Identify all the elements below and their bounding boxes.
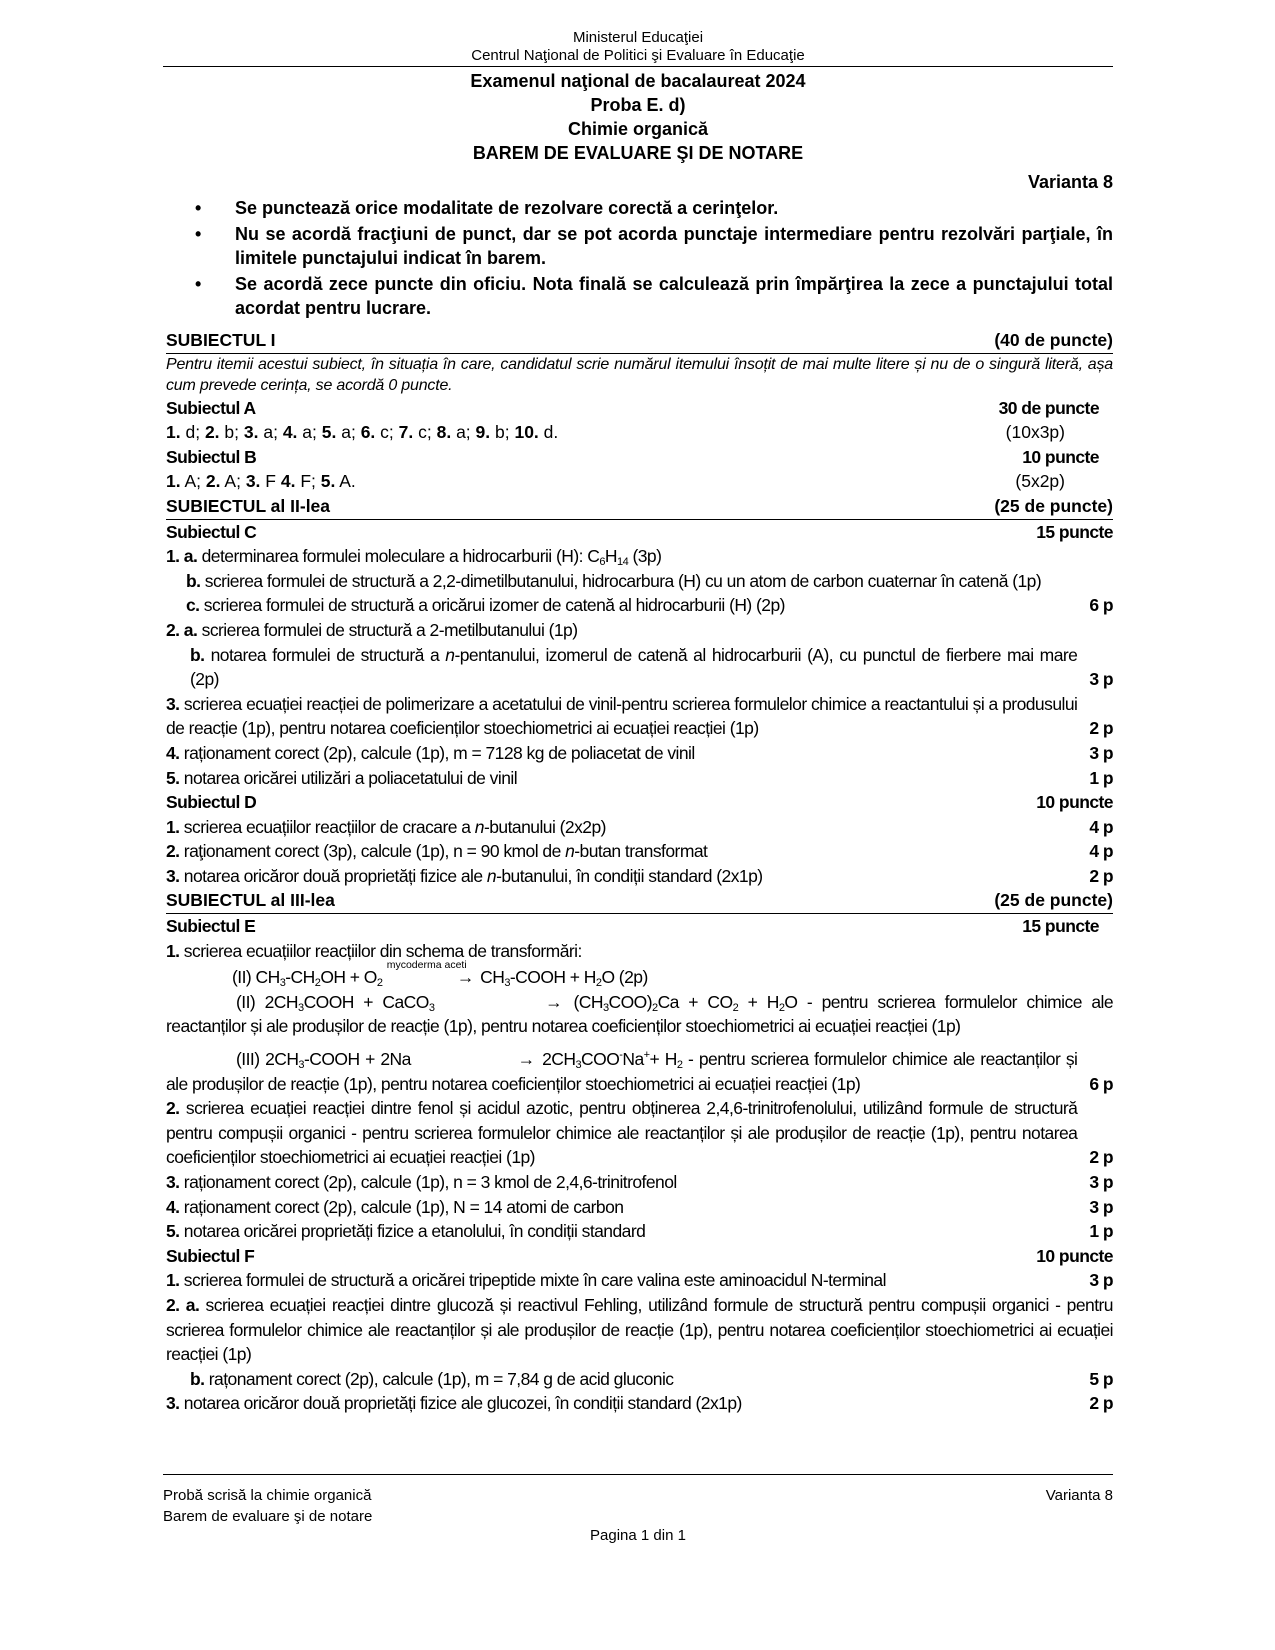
item-e5: 5. notarea oricărei proprietăți fizice a etanolului, în condiții standard 1 p [166,1219,1113,1244]
exam-test: Proba E. d) [590,95,686,115]
item-score: 5 p [1089,1368,1113,1389]
item-score: 3 p [1089,1172,1113,1192]
item-score: 2 p [1089,865,1113,886]
item-score: 6 p [1089,1073,1113,1094]
item-d3: 3. notarea oricăror două proprietăți fizice ale n-butanului, în condiții standard (2x1p) 2 p [166,864,1113,889]
item-c3: 3. scrierea ecuației reacției de polimerizare a acetatului de vinil-pentru scrierea formulelor chimice a reactantului și a produsului de reacție (1p), pentru notarea coeficienților stoechiometrici ai ecuației reacției (1p) 2 p [166,692,1113,741]
item-c5: 5. notarea oricărei utilizări a poliacetatului de vinil 1 p [166,766,1113,791]
item-score: 1 p [1089,767,1113,788]
header-rule [163,66,1113,67]
subpart-a-header [166,396,1113,421]
item-f3: 3. notarea oricăror două proprietăți fizice ale glucozei, în condiții standard (2x1p) 2 p [166,1391,1113,1416]
reaction-arrow: → [545,991,563,1012]
item-d1: 1. scrierea ecuațiilor reacțiilor de cracare a n-butanului (2x2p) 4 p [166,815,1113,840]
item-score: 3 p [1089,669,1113,690]
item-score: 2 p [1089,718,1113,739]
reaction-condition: mycoderma aceti [386,959,467,972]
subpart-b-answers [166,469,1113,494]
answer-list: 1. d; 2. b; 3. a; 4. a; 5. a; 6. c; 7. c; 8. a; 9. b; 10. d. [166,422,559,443]
answer-list: 1. A; 2. A; 3. F 4. F; 5. A. [166,471,356,492]
barem-title: BAREM DE EVALUARE ŞI DE NOTARE [472,143,804,163]
subpart-label: Subiectul A [166,397,256,418]
footer-variant: Varianta 8 [1045,1487,1113,1504]
item-c2a: 2. a. scrierea formulei de structură a 2-metilbutanului (1p) [166,619,578,640]
footer-barem-name: Barem de evaluare şi de notare [163,1508,373,1525]
item-score: 3 p [1089,1196,1113,1217]
subpart-a-answers [166,420,1113,445]
item-score: 4 p [1089,816,1113,837]
page-number: Pagina 1 din 1 [590,1527,686,1544]
exam-subject: Chimie organică [567,119,709,139]
subject-2-header [166,494,1113,520]
subpart-points: 10 puncte [1036,1245,1113,1266]
subject-points: (25 de puncte) [994,495,1113,516]
exam-title: Examenul naţional de bacalaureat 2024 [470,71,806,91]
answer-score: (5x2p) [1015,471,1065,492]
subject-1-note: Pentru itemii acestui subiect, în situația în care, candidatul scrie numărul itemului însoțit de mai multe litere și nu de o singură literă, așa cum prevede cerința, se acordă 0 puncte. [166,355,1113,394]
item-e1: 1. scrierea ecuațiilor reacțiilor din schema de transformări: [166,940,582,961]
rules-list [195,196,1113,322]
item-f2b: b. rațonament corect (2p), calcule (1p), m = 7,84 g de acid gluconic 5 p [166,1367,1113,1392]
subject-title: SUBIECTUL al II-lea [166,495,331,516]
subpart-points: 10 puncte [1036,792,1113,813]
subpart-b-header [166,445,1113,470]
subpart-points: 15 puncte [1036,521,1113,542]
subpart-c-header [166,520,1113,545]
item-score: 6 p [1089,595,1113,616]
item-score: 3 p [1089,742,1113,763]
reaction-1: (II) $CH_3-CH_2OH + O_2$ mycoderma aceti → $CH_3$-COOH + $H_2O$ (2p) [166,965,1113,990]
subpart-label: Subiectul B [166,446,257,467]
subject-title: SUBIECTUL al III-lea [166,890,335,911]
answer-score: (10x3p) [1005,422,1065,443]
item-e3: 3. raționament corect (2p), calcule (1p), n = 3 kmol de 2,4,6-trinitrofenol 3 p [166,1170,1113,1195]
item-c1a: 1. a. determinarea formulei moleculare a hidrocarburii (H): $C_6H_{14}$ (3p) [166,546,662,569]
header-ministry: Ministerul Educaţiei [572,29,704,46]
variant-label: Varianta 8 [1027,172,1113,192]
item-f2a: 2. a. scrierea ecuației reacției dintre glucoză și reactivul Fehling, utilizând formule de structură pentru compușii organici - pentru scrierea formulelor chimice ale reactanților și ale produșilor de reacție (1p), pentru notarea coeficienților stoechiometrici ai ecuației reacției (1p) [166,1294,1113,1365]
subpart-f-header [166,1244,1113,1269]
item-score: 4 p [1089,841,1113,862]
footer-rule [163,1474,1113,1475]
item-e4: 4. raționament corect (2p), calcule (1p), N = 14 atomi de carbon 3 p [166,1195,1113,1220]
item-f1: 1. scrierea formulei de structură a oricărei tripeptide mixte în care valina este aminoacidul N-terminal 3 p [166,1268,1113,1293]
subject-points: (40 de puncte) [994,330,1113,350]
subpart-d-header [166,790,1113,815]
reaction-arrow: mycoderma aceti → [387,965,476,990]
reaction-2: (II) $2CH_3COOH$ + CaCO$_3$ → $(CH_3COO)_2Ca + CO_2 + H_2O$ - pentru scrierea formulelor chimice ale reactanților și ale produșilor de reacție (1p), pentru notarea coeficienților stoechiometrici ai ecuației reacției (1p) [166,991,1114,1037]
footer-test-name: Probă scrisă la chimie organică [163,1487,372,1504]
item-score: 2 p [1089,1393,1113,1414]
subpart-label: Subiectul C [166,521,257,542]
subpart-label: Subiectul F [166,1245,255,1266]
subpart-points: 30 de puncte [998,397,1099,418]
item-score: 2 p [1089,1147,1113,1168]
rule-item: • Nu se acordă fracţiuni de punct, dar se pot acorda punctaje intermediare pentru rezolvări parţiale, în limitele punctajului indicat în barem. [195,222,1113,270]
subpart-e-header [166,914,1113,939]
item-c1c: c. scrierea formulei de structură a oricărui izomer de catenă al hidrocarburii (H) (2p) 6 p [166,593,1113,618]
subject-points: (25 de puncte) [994,890,1113,911]
item-c4: 4. raționament corect (2p), calcule (1p), m = 7128 kg de poliacetat de vinil 3 p [166,741,1113,766]
subject-title: SUBIECTUL I [166,330,276,350]
item-e2: 2. scrierea ecuației reacției dintre fenol și acidul azotic, pentru obținerea 2,4,6-trinitrofenolului, utilizând formule de structură pentru compușii organici - pentru scrierea formulelor chimice ale reactanților și ale produșilor de reacție (1p), pentru notarea coeficienților stoechiometrici ai ecuației reacției (1p) 2 p [166,1096,1113,1170]
subject-3-header [166,888,1113,914]
rule-item: • Se punctează orice modalitate de rezolvare corectă a cerinţelor. [195,196,1113,220]
reaction-arrow: → [517,1049,535,1070]
subpart-points: 15 puncte [1022,916,1099,937]
header-center: Centrul Naţional de Politici şi Evaluare în Educaţie [471,47,805,64]
item-c1b: b. scrierea formulei de structură a 2,2-dimetilbutanului, hidrocarbura (H) cu un atom de carbon cuaternar în catenă (1p) [186,570,1042,591]
item-score: 3 p [1089,1270,1113,1291]
subpart-label: Subiectul E [166,916,256,937]
subpart-label: Subiectul D [166,792,257,813]
barem-content [166,328,1113,1416]
rule-item: • Se acordă zece puncte din oficiu. Nota finală se calculează prin împărţirea la zece a punctajului total acordat pentru lucrare. [195,272,1113,320]
reaction-3: (III) $2CH_3$-COOH + 2Na → $2CH_3COO^-Na^++ H_2$ - pentru scrierea formulelor chimice ale reactanților și ale produșilor de reacție (1p), pentru notarea coeficienților stoechiometrici ai ecuației reacției (1p) 6 p [166,1047,1113,1096]
item-score: 1 p [1089,1221,1113,1242]
item-d2: 2. raţionament corect (3p), calcule (1p), n = 90 kmol de n-butan transformat 4 p [166,839,1113,864]
subpart-points: 10 puncte [1022,446,1099,467]
item-c2b: b. notarea formulei de structură a n-pentanului, izomerul de catenă al hidrocarburii (A), cu punctul de fierbere mai mare (2p) 3 p [166,643,1113,692]
subject-1-header [166,328,1113,354]
